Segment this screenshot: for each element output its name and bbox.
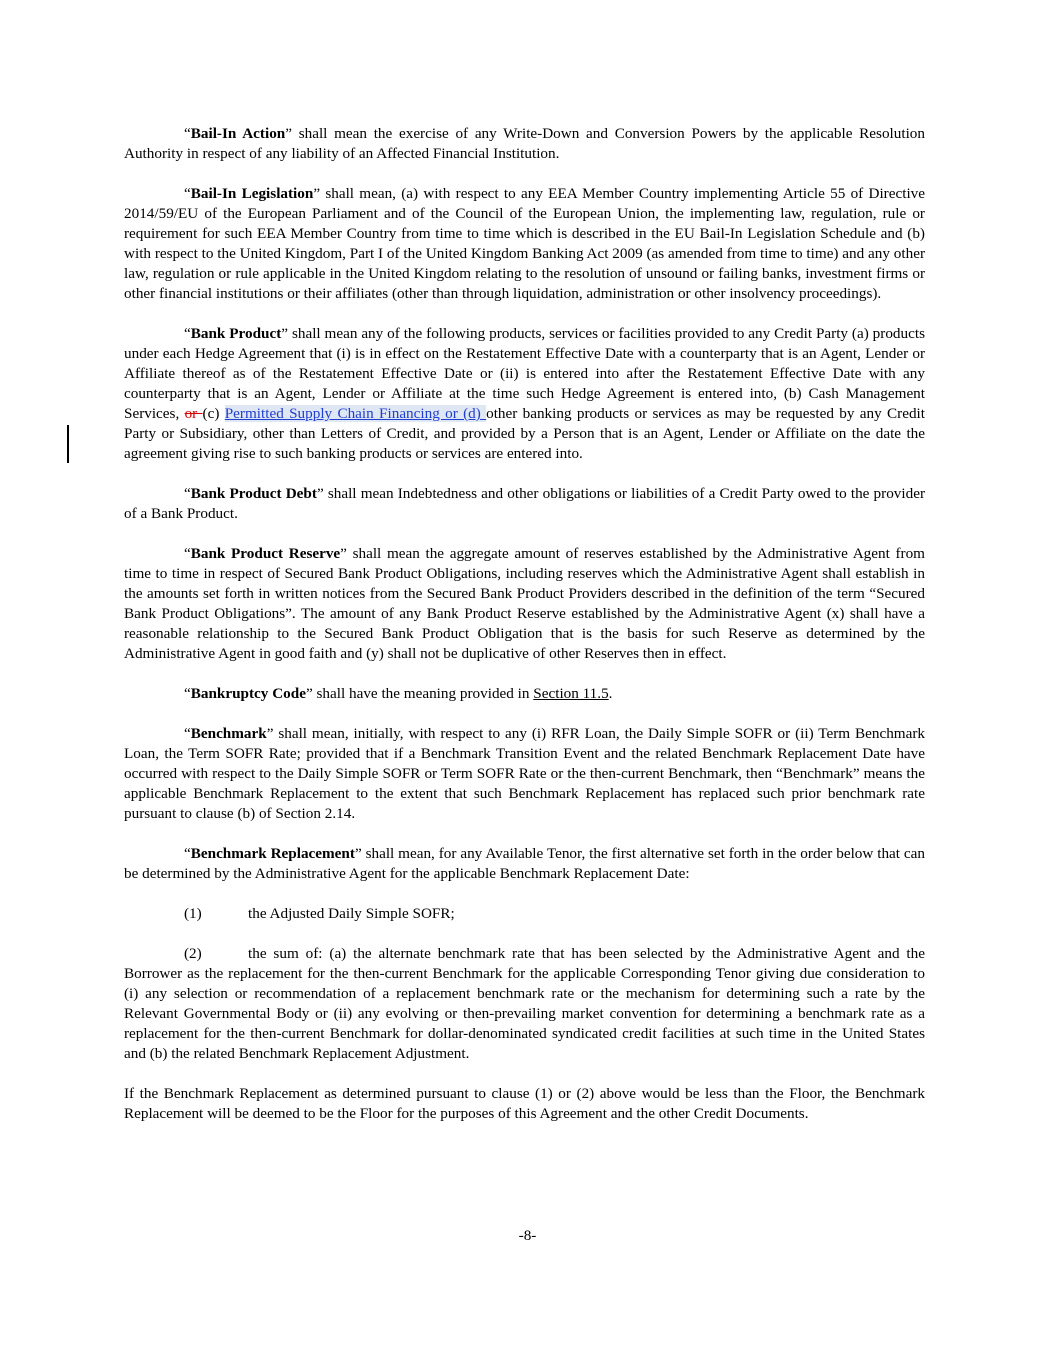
defined-term: Benchmark Replacement [190, 845, 355, 862]
definition-bank-product: “Bank Product” shall mean any of the following products, services or facilities provided to any Credit Party (a) products under each Hedge Agreement that (i) is in effect on the Restatement Effective Date with a counterparty that is an Agent, Lender or Affiliate thereof as of the Restatement Effective Date or (ii) is entered into after the Restatement Effective Date with any counterparty that is an Agent, Lender or Affiliate at the time such Hedge Agreement is entered into, (b) Cash Management Services, or (c) Permitted Supply Chain Financing or (d) other banking products or services as may be requested by any Credit Party or Subsidiary, other than Letters of Credit, and provided by a Person that is an Agent, Lender or Affiliate on the date the agreement giving rise to such banking products or services are entered into. [124, 325, 925, 462]
definition-text: shall have the meaning provided in [312, 685, 534, 702]
definition-benchmark-replacement: “Benchmark Replacement” shall mean, for any Available Tenor, the first alternative set forth in the order below that can be determined by the Administrative Agent for the applicable Benchmark Replacement Date: [124, 845, 925, 882]
definition-text: (c) [202, 405, 225, 422]
definition-text: shall mean, for any Available Tenor, the first alternative set forth in the order below that can be determined by the Administrative Agent for the applicable Benchmark Replacement Date: [124, 845, 925, 882]
section-cross-reference-link[interactable]: Section 11.5 [533, 685, 609, 702]
definition-bail-in-legislation: “Bail-In Legislation” shall mean, (a) with respect to any EEA Member Country implementing Article 55 of Directive 2014/59/EU of the European Parliament and of the Council of the European Union, the implementing law, regulation, rule or requirement for such EEA Member Country from time to time which is described in the EU Bail-In Legislation Schedule and (b) with respect to the United Kingdom, Part I of the United Kingdom Banking Act 2009 (as amended from time to time) and any other law, regulation or rule applicable in the United Kingdom relating to the resolution of unsound or failing banks, investment firms or other financial institutions or their affiliates (other than through liquidation, administration or other insolvency proceedings). [124, 185, 925, 302]
definition-benchmark: “Benchmark” shall mean, initially, with respect to any (i) RFR Loan, the Daily Simple SOFR or (ii) Term Benchmark Loan, the Term SOFR Rate; provided that if a Benchmark Transition Event and the related Benchmark Replacement Date have occurred with respect to the Daily Simple SOFR or Term SOFR Rate or the then-current Benchmark, then “Benchmark” means the applicable Benchmark Replacement to the extent that such Benchmark Replacement has replaced such prior benchmark rate pursuant to clause (b) of Section 2.14. [124, 725, 925, 822]
defined-term: Bail-In Action [190, 125, 286, 142]
benchmark-replacement-trailer: If the Benchmark Replacement as determined pursuant to clause (1) or (2) above would be less than the Floor, the Benchmark Replacement will be deemed to be the Floor for the purposes of this Agreement and the other Credit Documents. [124, 1085, 925, 1122]
change-bar [67, 425, 69, 463]
definition-bankruptcy-code: “Bankruptcy Code” shall have the meaning provided in Section 11.5. [184, 685, 613, 702]
defined-term: Benchmark [190, 725, 267, 742]
defined-term: Bank Product Reserve [190, 545, 341, 562]
list-item [184, 904, 925, 924]
list-item [124, 944, 925, 1064]
list-item-number: (2) [184, 945, 202, 962]
definition-text: other banking products or services as may be requested by any Credit Party or Subsidiary, other than Letters of Credit, and provided by a Person that is an Agent, Lender or Affiliate on the date the agreement giving rise to such banking products or services are entered into. [124, 405, 925, 462]
deleted-text: or [184, 405, 203, 422]
list-item-text: the Adjusted Daily Simple SOFR; [248, 905, 455, 922]
definition-bank-product-reserve: “Bank Product Reserve” shall mean the aggregate amount of reserves established by the Administrative Agent from time to time in respect of Secured Bank Product Obligations, including reserves which the Administrative Agent shall establish in the amounts set forth in written notices from the Secured Bank Product Providers described in the definition of the term “Secured Bank Product Obligations”. The amount of any Bank Product Reserve established by the Administrative Agent (x) shall have a reasonable relationship to the Secured Bank Product Obligation that is the basis for such Reserve as determined by the Administrative Agent in good faith and (y) shall not be duplicative of other Reserves then in effect. [124, 545, 925, 662]
definition-text: shall mean the exercise of any Write-Down and Conversion Powers by the applicable Resolution Authority in respect of any liability of an Affected Financial Institution. [124, 125, 925, 162]
list-item-number: (1) [184, 905, 202, 922]
document-page [124, 124, 925, 1124]
defined-term: Bankruptcy Code [190, 685, 306, 702]
list-item-text: the sum of: (a) the alternate benchmark rate that has been selected by the Administrative Agent and the Borrower as the replacement for the then-current Benchmark for the applicable Corresponding Tenor giving due consideration to (i) any selection or recommendation of a replacement benchmark rate or the mechanism for determining such a rate by the Relevant Governmental Body or (ii) any evolving or then-prevailing market convention for determining a benchmark rate as a replacement for the then-current Benchmark for dollar-denominated syndicated credit facilities at such time in the United States and (b) the related Benchmark Replacement Adjustment. [124, 945, 925, 1062]
defined-term: Bail-In Legislation [190, 185, 314, 202]
definition-text: shall mean, (a) with respect to any EEA Member Country implementing Article 55 of Directive 2014/59/EU of the European Parliament and of the Council of the European Union, the implementing law, regulation, rule or requirement for such EEA Member Country from time to time which is described in the EU Bail-In Legislation Schedule and (b) with respect to the United Kingdom, Part I of the United Kingdom Banking Act 2009 (as amended from time to time) and any other law, regulation or rule applicable in the United Kingdom relating to the resolution of unsound or failing banks, investment firms or other financial institutions or their affiliates (other than through liquidation, administration or other insolvency proceedings). [124, 185, 925, 302]
definition-text: shall mean any of the following products, services or facilities provided to any Credit Party (a) products under each Hedge Agreement that (i) is in effect on the Restatement Effective Date with a counterparty that is an Agent, Lender or Affiliate thereof as of the Restatement Effective Date or (ii) is entered into after the Restatement Effective Date with any counterparty that is an Agent, Lender or Affiliate at the time such Hedge Agreement is entered into, (b) Cash Management Services, [124, 325, 925, 422]
defined-term: Bank Product Debt [190, 485, 317, 502]
definition-text: shall mean Indebtedness and other obligations or liabilities of a Credit Party owed to the provider of a Bank Product. [124, 485, 926, 522]
definition-bank-product-debt: “Bank Product Debt” shall mean Indebtedness and other obligations or liabilities of a Credit Party owed to the provider of a Bank Product. [124, 485, 926, 522]
inserted-text: Permitted Supply Chain Financing or (d) [224, 405, 487, 422]
defined-term: Bank Product [190, 325, 282, 342]
definition-text: shall mean the aggregate amount of reserves established by the Administrative Agent from time to time in respect of Secured Bank Product Obligations, including reserves which the Administrative Agent shall establish in the amounts set forth in written notices from the Secured Bank Product Providers described in the definition of the term “Secured Bank Product Obligations”. The amount of any Bank Product Reserve established by the Administrative Agent (x) shall have a reasonable relationship to the Secured Bank Product Obligation that is the basis for such Reserve as determined by the Administrative Agent in good faith and (y) shall not be duplicative of other Reserves then in effect. [124, 545, 925, 662]
page-number: -8- [518, 1227, 537, 1244]
definition-text: shall mean, initially, with respect to any (i) RFR Loan, the Daily Simple SOFR or (ii) Term Benchmark Loan, the Term SOFR Rate; provided that if a Benchmark Transition Event and the related Benchmark Replacement Date have occurred with respect to the Daily Simple SOFR or Term SOFR Rate or the then-current Benchmark, then “Benchmark” means the applicable Benchmark Replacement to the extent that such Benchmark Replacement has replaced such prior benchmark rate pursuant to clause (b) of Section 2.14. [124, 725, 925, 822]
definition-bail-in-action: “Bail-In Action” shall mean the exercise of any Write-Down and Conversion Powers by the applicable Resolution Authority in respect of any liability of an Affected Financial Institution. [124, 125, 925, 162]
